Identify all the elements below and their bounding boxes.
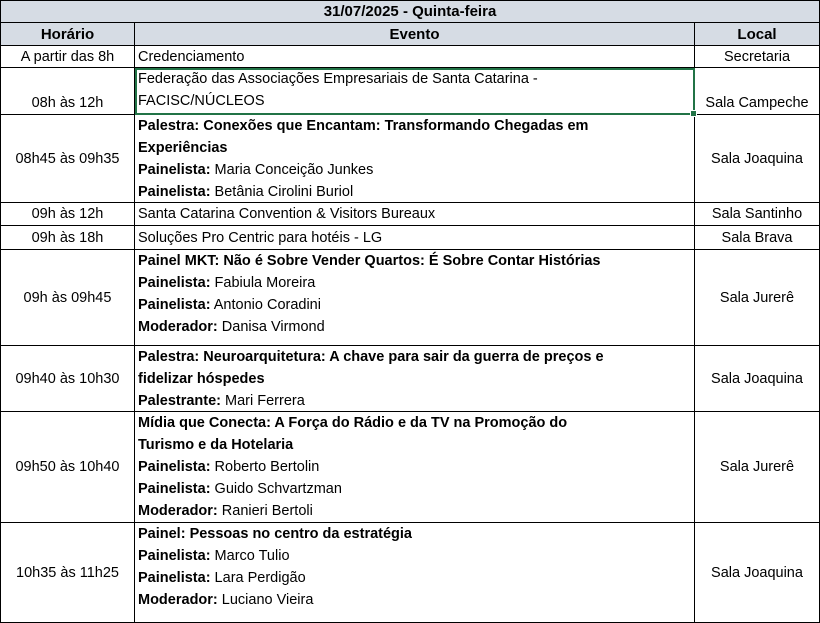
place-cell[interactable]: Sala Campeche	[695, 68, 820, 115]
event-line	[138, 159, 694, 181]
place-cell[interactable]: Sala Joaquina	[695, 346, 820, 412]
event-line	[138, 203, 435, 225]
time-cell[interactable]: 09h50 às 10h40	[0, 412, 135, 523]
event-line	[138, 500, 694, 522]
event-line-text: Guido Schvartzman	[210, 481, 342, 497]
event-line	[138, 567, 694, 589]
event-line-text: FACISC/NÚCLEOS	[138, 93, 265, 109]
event-line-text: Fabiula Moreira	[210, 275, 316, 291]
event-line	[138, 181, 694, 203]
table-row	[0, 46, 820, 68]
table-row	[0, 250, 820, 346]
event-line-text: Federação das Associações Empresariais de Santa Catarina -	[138, 71, 538, 87]
event-line-text: Ranieri Bertoli	[217, 503, 313, 519]
event-line-bold: Experiências	[138, 140, 228, 156]
place-cell[interactable]: Secretaria	[695, 46, 820, 68]
event-line-bold: Painelista:	[138, 184, 211, 200]
event-cell[interactable]	[135, 346, 695, 412]
event-line	[138, 90, 694, 112]
header-place[interactable]: Local	[695, 23, 820, 46]
event-line-text: Antonio Coradini	[210, 297, 321, 313]
event-line-bold: Painelista:	[138, 162, 211, 178]
event-line-bold: Palestra: Conexões que Encantam: Transformando Chegadas em	[138, 118, 589, 134]
event-line-text: Maria Conceição Junkes	[210, 162, 374, 178]
event-cell[interactable]	[135, 203, 695, 226]
event-line-bold: fidelizar hóspedes	[138, 371, 265, 387]
place-cell[interactable]: Sala Jurerê	[695, 250, 820, 346]
event-line-bold: Moderador:	[138, 592, 218, 608]
event-line	[138, 478, 694, 500]
event-line	[138, 368, 694, 390]
time-cell[interactable]: 09h às 09h45	[0, 250, 135, 346]
event-line-bold: Painelista:	[138, 275, 211, 291]
header-row	[0, 23, 820, 46]
header-time[interactable]: Horário	[0, 23, 135, 46]
event-line	[138, 589, 694, 611]
event-line-text: Marco Tulio	[210, 548, 290, 564]
event-cell[interactable]	[135, 115, 695, 203]
event-line	[138, 456, 694, 478]
event-line	[138, 316, 694, 338]
header-event[interactable]: Evento	[135, 23, 695, 46]
event-line-text: Luciano Vieira	[217, 592, 314, 608]
place-cell[interactable]: Sala Jurerê	[695, 412, 820, 523]
event-line	[138, 115, 694, 137]
event-line	[138, 68, 694, 90]
event-line	[138, 250, 694, 272]
place-cell[interactable]: Sala Brava	[695, 226, 820, 250]
event-line-bold: Painelista:	[138, 548, 211, 564]
event-cell[interactable]	[135, 250, 695, 346]
time-cell[interactable]: 09h às 18h	[0, 226, 135, 250]
event-line-bold: Moderador:	[138, 319, 218, 335]
table-row	[0, 203, 820, 226]
event-line	[138, 346, 694, 368]
table-row	[0, 412, 820, 523]
place-cell[interactable]: Sala Santinho	[695, 203, 820, 226]
event-line-text: Credenciamento	[138, 48, 245, 65]
event-line	[138, 272, 694, 294]
event-line	[138, 137, 694, 159]
event-cell[interactable]	[135, 68, 695, 115]
time-cell[interactable]: A partir das 8h	[0, 46, 135, 68]
event-line-bold: Moderador:	[138, 503, 218, 519]
place-cell[interactable]: Sala Joaquina	[695, 523, 820, 623]
event-line	[138, 434, 694, 456]
event-line-text: Danisa Virmond	[217, 319, 325, 335]
table-row	[0, 523, 820, 623]
event-line-bold: Turismo e da Hotelaria	[138, 437, 294, 453]
time-cell[interactable]: 08h às 12h	[0, 68, 135, 115]
event-cell[interactable]	[135, 523, 695, 623]
event-line-text: Santa Catarina Convention & Visitors Bureaux	[138, 206, 436, 222]
table-row	[0, 68, 820, 115]
event-line	[138, 227, 382, 249]
day-title[interactable]: 31/07/2025 - Quinta-feira	[0, 0, 820, 23]
table-row	[0, 226, 820, 250]
event-line	[138, 412, 694, 434]
event-line-bold: Painelista:	[138, 570, 211, 586]
event-line-text: Soluções Pro Centric para hotéis - LG	[138, 229, 383, 246]
event-line-bold: Painel: Pessoas no centro da estratégia	[138, 526, 412, 542]
event-line	[138, 390, 694, 412]
event-line-text: Betânia Cirolini Buriol	[210, 184, 354, 200]
event-line	[138, 46, 244, 68]
time-cell[interactable]: 08h45 às 09h35	[0, 115, 135, 203]
event-line-bold: Painel MKT: Não é Sobre Vender Quartos: É Sobre Contar Histórias	[138, 253, 601, 269]
event-line-bold: Mídia que Conecta: A Força do Rádio e da TV na Promoção do	[138, 415, 568, 431]
event-line	[138, 523, 694, 545]
event-line-bold: Painelista:	[138, 297, 211, 313]
time-cell[interactable]: 09h40 às 10h30	[0, 346, 135, 412]
table-row	[0, 115, 820, 203]
place-cell[interactable]: Sala Joaquina	[695, 115, 820, 203]
event-line	[138, 545, 694, 567]
time-cell[interactable]: 10h35 às 11h25	[0, 523, 135, 623]
event-line-bold: Painelista:	[138, 481, 211, 497]
event-cell[interactable]	[135, 46, 695, 68]
event-cell[interactable]	[135, 412, 695, 523]
event-line-bold: Painelista:	[138, 459, 211, 475]
table-row	[0, 346, 820, 412]
event-line-bold: Palestrante:	[138, 393, 222, 409]
event-line	[138, 294, 694, 316]
event-cell[interactable]	[135, 226, 695, 250]
event-line-text: Roberto Bertolin	[210, 459, 320, 475]
time-cell[interactable]: 09h às 12h	[0, 203, 135, 226]
event-line-bold: Palestra: Neuroarquitetura: A chave para sair da guerra de preços e	[138, 349, 604, 365]
event-line-text: Mari Ferrera	[221, 393, 305, 409]
event-line-text: Lara Perdigão	[210, 570, 306, 586]
